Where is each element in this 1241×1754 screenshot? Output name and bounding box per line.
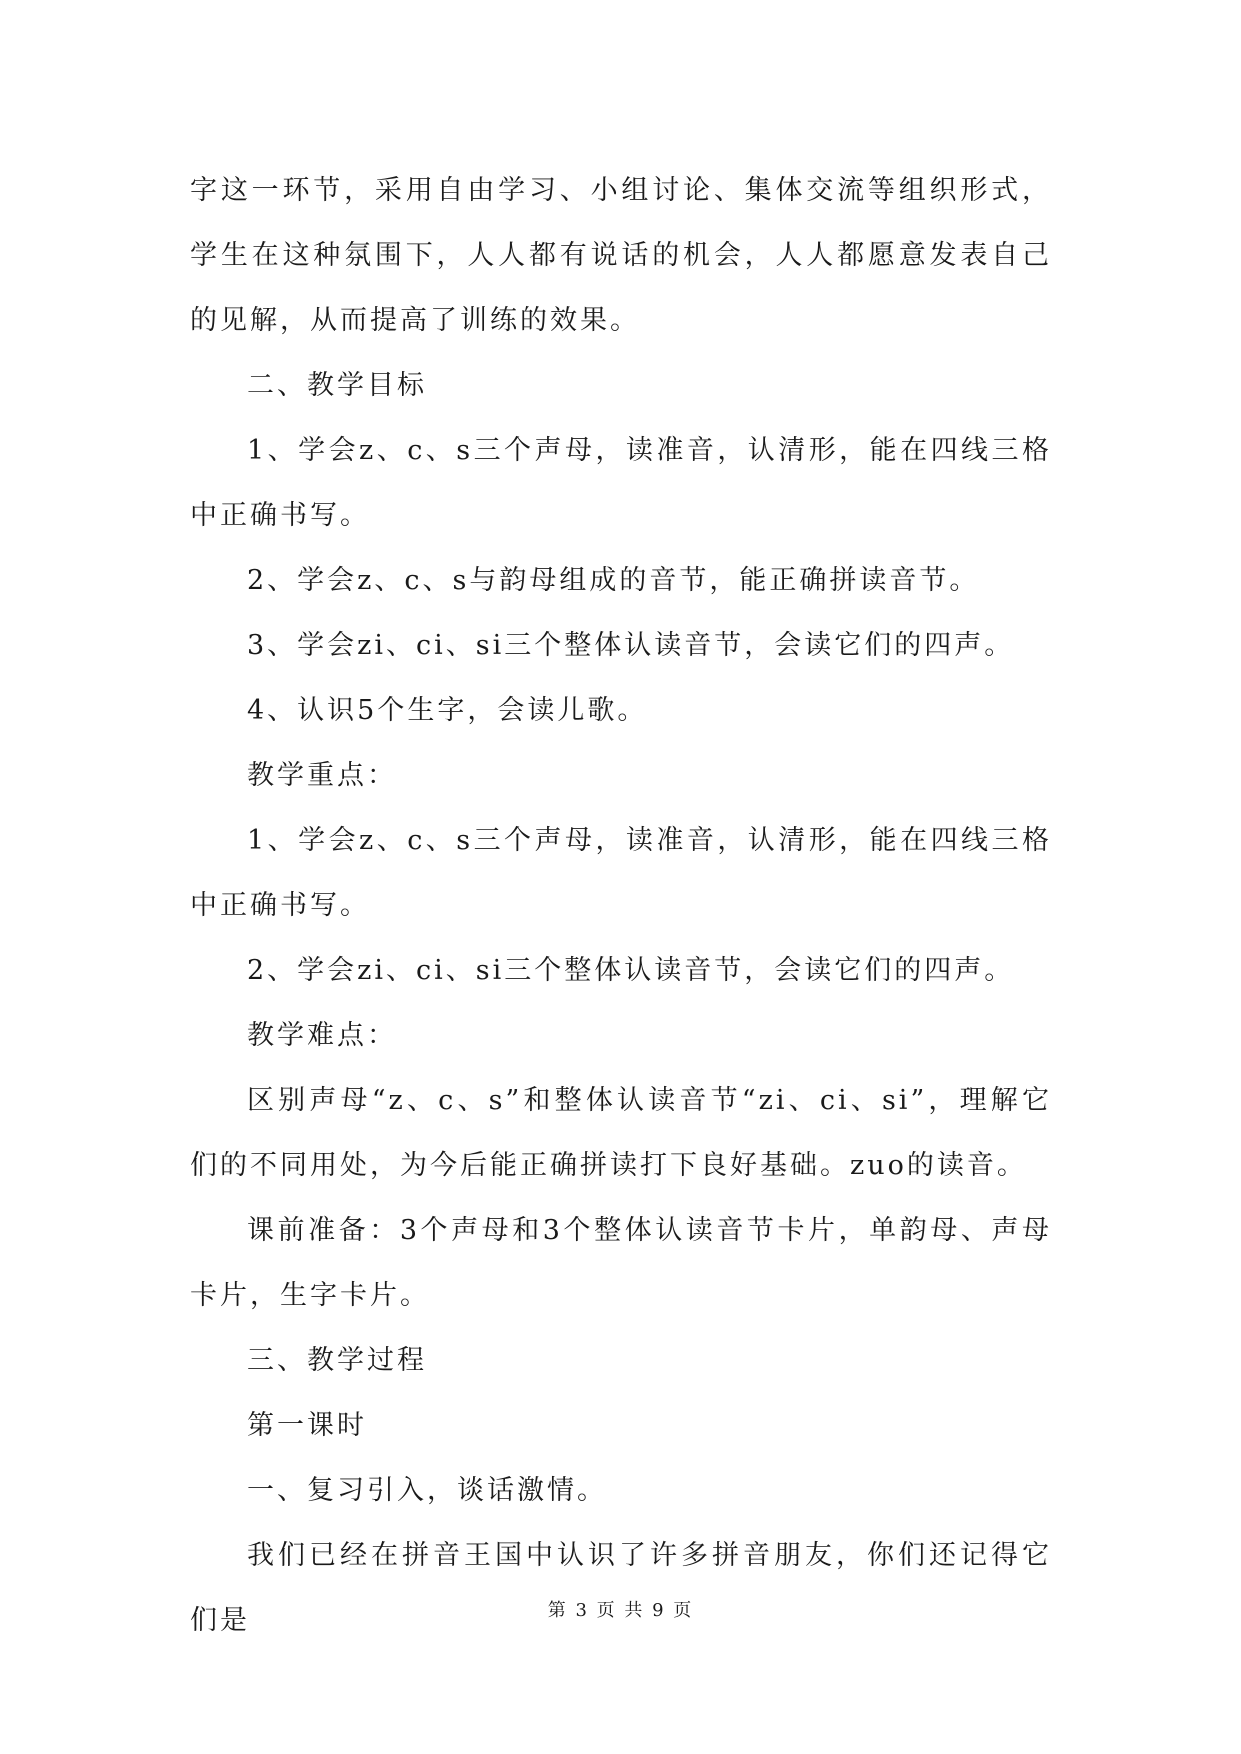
goal-item-1: 1、学会z、c、s三个声母，读准音，认清形，能在四线三格中正确书写。 bbox=[190, 435, 1052, 531]
heading-key-points: 教学重点： bbox=[247, 760, 397, 791]
page-number-footer: 第 3 页 共 9 页 bbox=[547, 1600, 694, 1621]
goal-item-3: 3、学会zi、ci、si三个整体认读音节，会读它们的四声。 bbox=[247, 630, 1015, 661]
section-heading-teaching-process: 三、教学过程 bbox=[247, 1345, 427, 1376]
section-heading-teaching-goals: 二、教学目标 bbox=[247, 370, 427, 401]
goal-item-4: 4、认识5个生字，会读儿歌。 bbox=[247, 695, 648, 726]
document-body bbox=[190, 158, 1052, 1653]
step-heading-review: 一、复习引入，谈话激情。 bbox=[247, 1475, 607, 1506]
goal-item-2: 2、学会z、c、s与韵母组成的音节，能正确拼读音节。 bbox=[247, 565, 980, 596]
heading-first-lesson: 第一课时 bbox=[247, 1410, 367, 1441]
paragraph-1: 字这一环节，采用自由学习、小组讨论、集体交流等组织形式，学生在这种氛围下，人人都有说话的机会，人人都愿意发表自己的见解，从而提高了训练的效果。 bbox=[190, 175, 1052, 336]
preparation-paragraph: 课前准备：3个声母和3个整体认读音节卡片，单韵母、声母卡片，生字卡片。 bbox=[190, 1215, 1052, 1311]
key-point-1: 1、学会z、c、s三个声母，读准音，认清形，能在四线三格中正确书写。 bbox=[190, 825, 1052, 921]
heading-difficulties: 教学难点： bbox=[247, 1020, 397, 1051]
difficulty-paragraph: 区别声母“z、c、s”和整体认读音节“zi、ci、si”，理解它们的不同用处，为今后能正确拼读打下良好基础。zuo的读音。 bbox=[190, 1085, 1052, 1181]
paragraph-last: 我们已经在拼音王国中认识了许多拼音朋友，你们还记得它们是 bbox=[190, 1540, 1052, 1636]
key-point-2: 2、学会zi、ci、si三个整体认读音节，会读它们的四声。 bbox=[247, 955, 1015, 986]
